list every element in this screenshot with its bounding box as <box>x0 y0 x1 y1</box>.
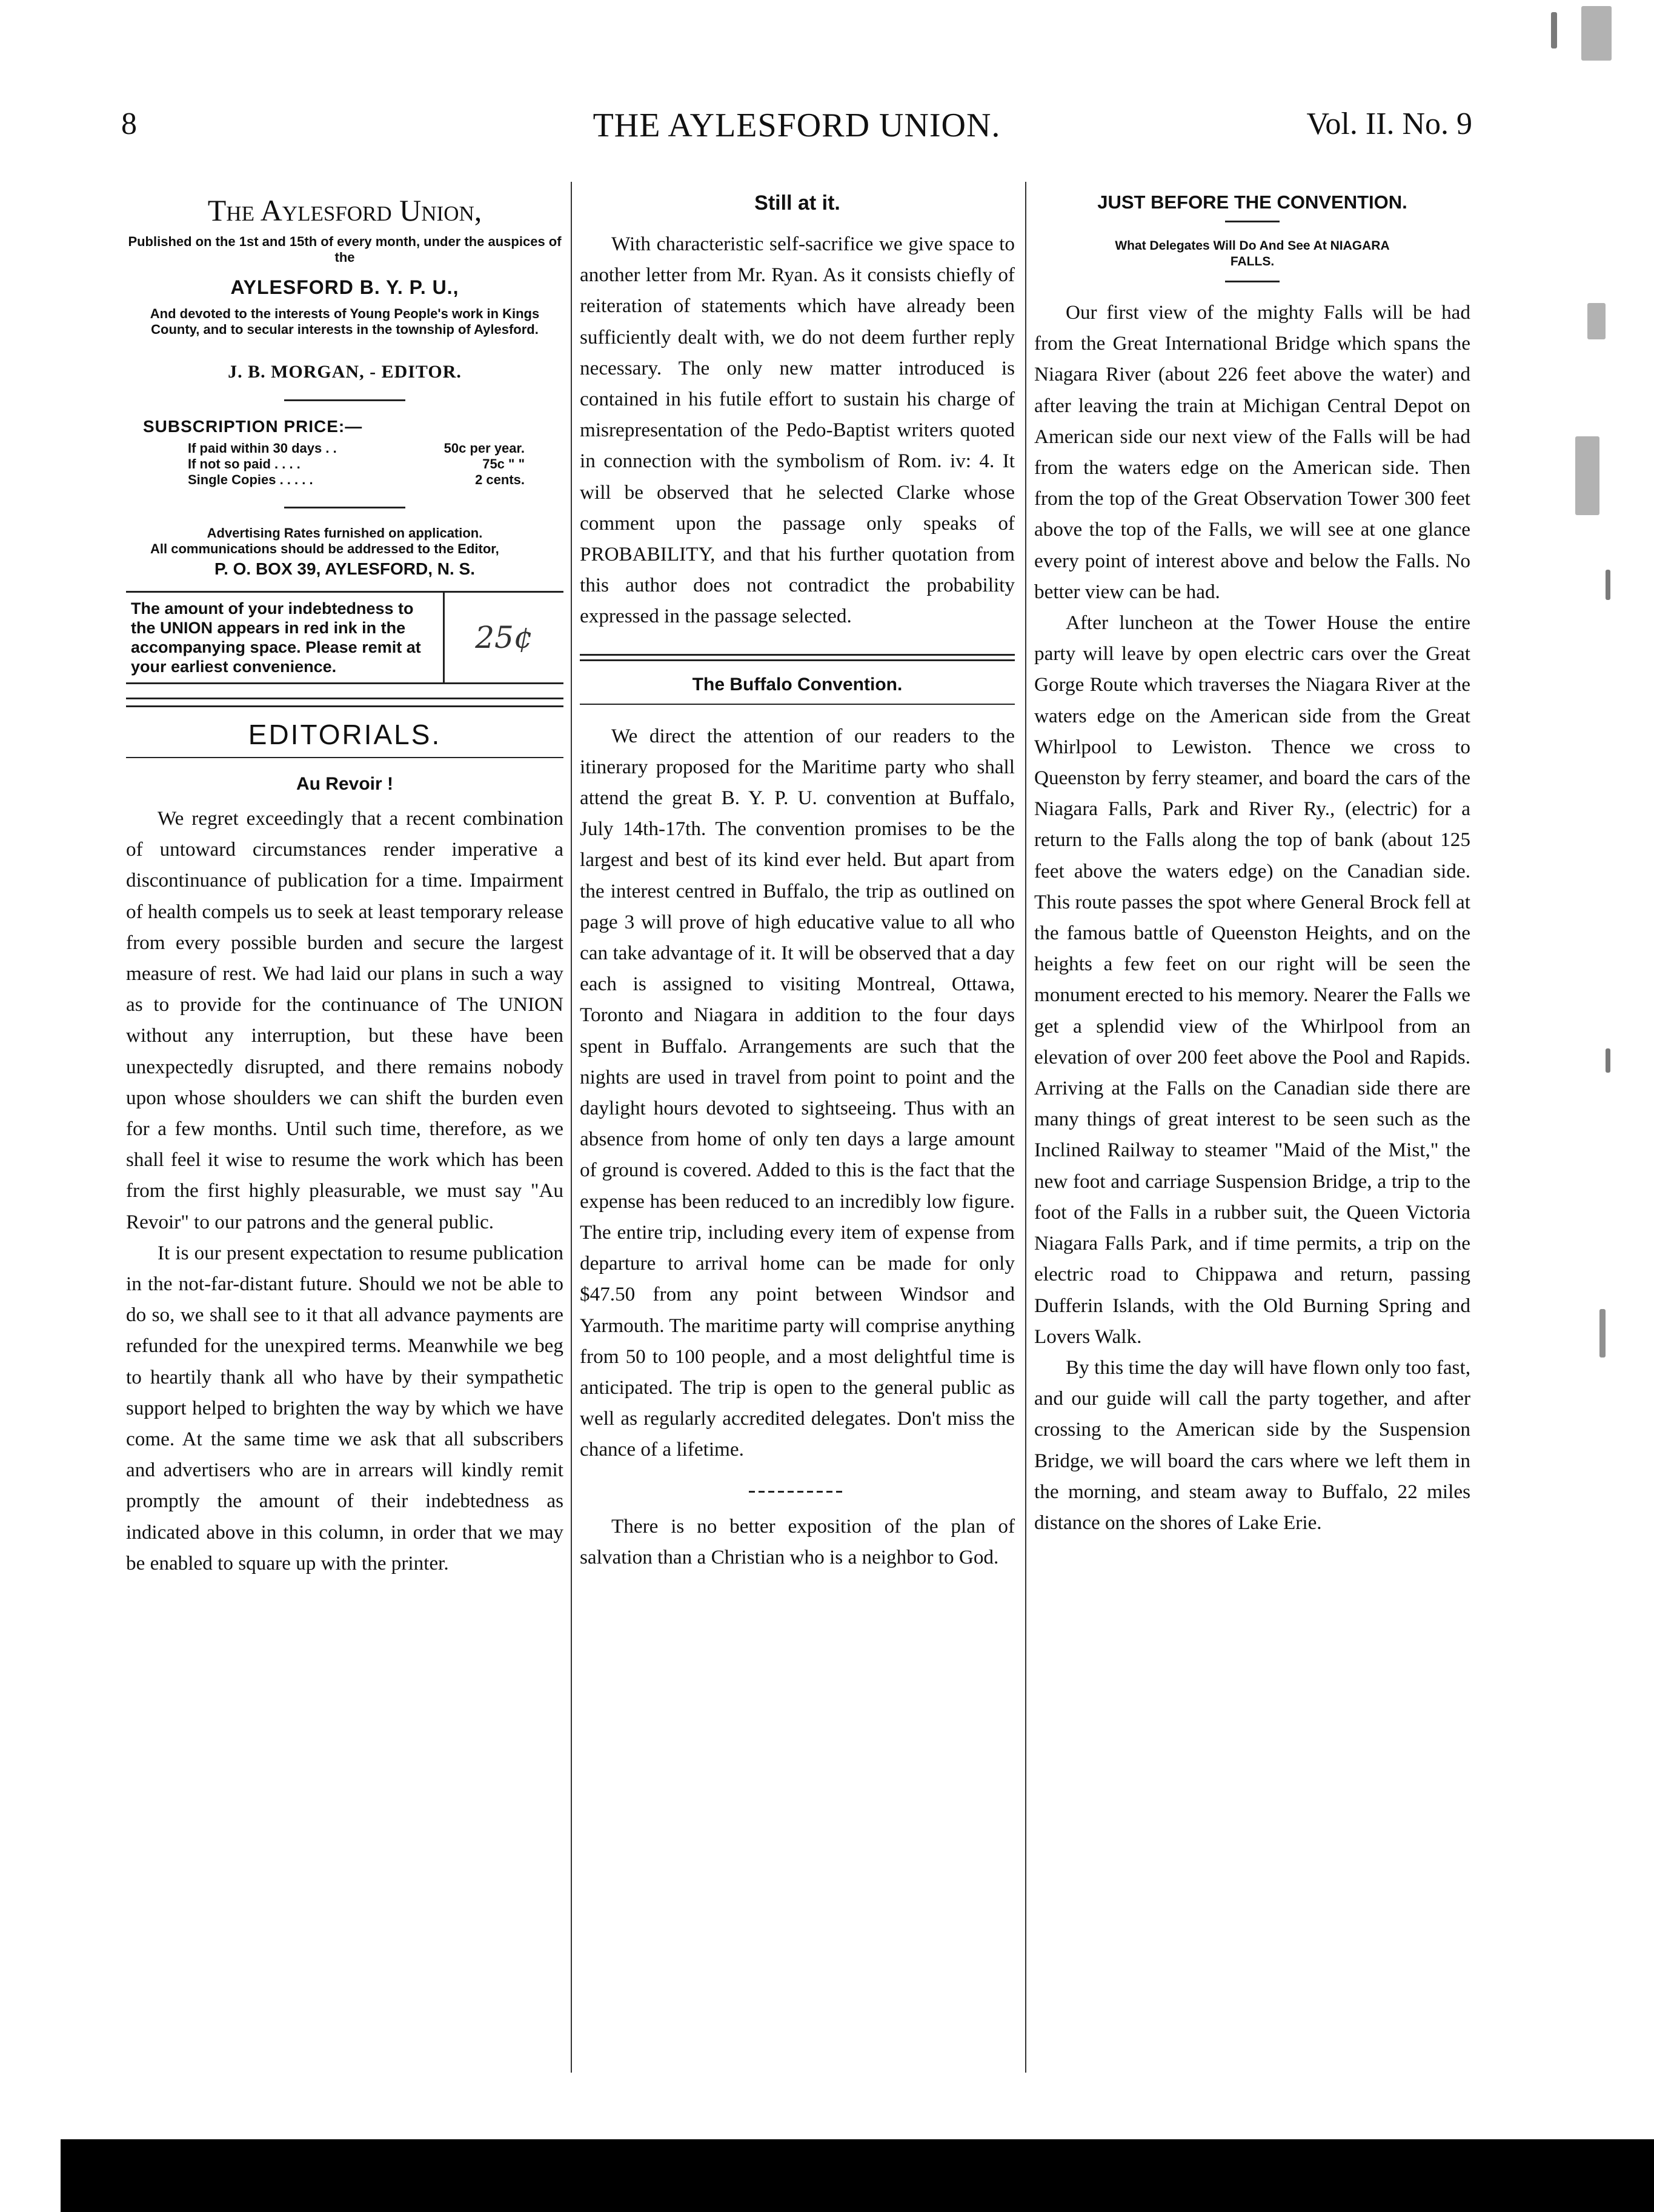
paragraph: We direct the attention of our readers to the itinerary proposed for the Maritime party who shall attend the great B. Y. P. U. convention at Buffalo, July 14th-17th. The convention promises to be the largest and best of its kind ever held. But apart from the interest centred in Buffalo, the trip as outlined on page 3 will prove of high educative value to all who can take advantage of it. It will be observed that a day each is assigned to visiting Montreal, Ottawa, Toronto and Niagara in addition to the four days spent in Buffalo. Arrangements are such that the nights are used in travel from point to point and the daylight hours devoted to sightseeing. Thus with an absence from home of only ten days a large amount of ground is covered. Added to this is the fact that the expense has been reduced to an incredibly low figure. The entire trip, including every item of expense from departure to arrival home can be made for only $47.50 from any point between Windsor and Yarmouth. The maritime party will comprise anything from 50 to 100 people, and a most delightful time is anticipated. The trip is open to the general public as well as regularly accredited delegates. Don't miss the chance of a lifetime. <box>580 724 1015 1461</box>
article-body <box>580 228 1015 632</box>
scan-speck <box>1587 303 1606 339</box>
scan-speck <box>1606 1048 1610 1073</box>
subscription-price: 75c " " <box>482 456 525 471</box>
page-number: 8 <box>121 107 137 141</box>
indebtedness-amount: 25¢ <box>475 620 533 655</box>
editor-line: J. B. MORGAN, - EDITOR. <box>228 362 462 382</box>
society-name: AYLESFORD B. Y. P. U., <box>230 276 459 298</box>
address-line: P. O. BOX 39, AYLESFORD, N. S. <box>214 559 475 578</box>
subscription-price: 2 cents. <box>475 472 525 487</box>
communications-line: All communications should be addressed to the Editor, <box>150 541 499 556</box>
published-line: Published on the 1st and 15th of every month, under the auspices of the <box>128 234 562 265</box>
subscription-row <box>188 473 525 487</box>
paragraph: We regret exceedingly that a recent combination of untoward circumstances render imperative a discontinuance of publication for a time. Impairment of health compels us to seek at least temporary release from every possible burden and secure the largest measure of rest. We had laid our plans in such a way as to provide for the continuance of The UNION without any interruption, but these have been unexpectedly disrupted, and there remains nobody upon whose shoulders we can shift the burden even for a few months. Until such time, therefore, as we shall feel it wise to resume the work which has been from the first highly pleasurable, we must say "Au Revoir" to our patrons and the general public. <box>126 807 563 1233</box>
divider <box>1225 221 1280 222</box>
subscription-label: If paid within 30 days . . <box>188 441 337 456</box>
scan-border <box>61 2139 1654 2212</box>
volume-number: Vol. II. No. 9 <box>1306 107 1472 141</box>
indebtedness-notice: The amount of your indebtedness to the UNION appears in red ink in the accompanying space. Please remit at your earliest convenience. <box>126 593 445 682</box>
section-rule <box>126 757 563 758</box>
subscription-label: Single Copies . . . . . <box>188 472 313 487</box>
paragraph: It is our present expectation to resume publication in the not-far-distant future. Should we not be able to do so, we shall see to it that all advance payments are refunded for the unexpired terms. Meanwhile we beg to heartily thank all who have by their sympathetic support helped to brighten the way by which we have come. At the same time we ask that all subscribers and advertisers who are in arrears will kindly remit promptly the amount of their indebtedness as indicated above in this column, in order that we may be enabled to square up with the printer. <box>126 1241 563 1574</box>
scan-speck <box>1551 12 1557 48</box>
editorials-heading: EDITORIALS. <box>248 719 442 750</box>
column-rule <box>571 182 572 2073</box>
divider <box>1225 281 1280 282</box>
subscription-label: If not so paid . . . . <box>188 456 301 471</box>
paragraph: After luncheon at the Tower House the entire party will leave by open electric cars over the Great Gorge Route which traverses the Niagara River at the waters edge on the American side from the Great Whirlpool to Lewiston. Thence we cross to Queenston by ferry steamer, and board the cars of the Niagara Falls, Park and River Ry., (electric) for a return to the Falls along the top of bank (about 125 feet above the waters edge) on the Canadian side. This route passes the spot where General Brock fell at the famous battle of Queenston Heights, and on the heights a few feet on our right will be seen the monument erected to his memory. Nearer the Falls we get a splendid view of the Whirlpool from an elevation of over 200 feet above the Pool and Rapids. Arriving at the Falls on the Canadian side there are many things of great interest to be seen such as the Inclined Railway to steamer "Maid of the Mist," the new foot and carriage Suspension Bridge, a trip to the foot of the Falls in a rubber suit, the Queen Victoria Niagara Falls Park, and if time permits, a trip on the electric road to Chippawa and return, passing Dufferin Islands, with the Old Burning Spring and Lovers Walk. <box>1034 611 1470 1348</box>
column-two <box>580 188 1015 1573</box>
scan-speck <box>1606 570 1610 600</box>
article-body <box>126 803 563 1579</box>
article-title: The Buffalo Convention. <box>692 674 903 695</box>
article-subtitle: What Delegates Will Do And See At NIAGARA FALLS. <box>1115 239 1390 268</box>
subscription-price: 50c per year. <box>443 441 525 456</box>
column-one <box>126 188 563 1579</box>
article-body <box>580 721 1015 1465</box>
subscription-table <box>187 440 526 488</box>
scan-speck <box>1575 436 1599 515</box>
paragraph: By this time the day will have flown only too fast, and our guide will call the party together, and after crossing to the American side by the Suspension Bridge, we will board the cars where we left them in the morning, and steam away to Buffalo, 22 miles distance on the shores of Lake Erie. <box>1034 1356 1470 1534</box>
paragraph: Our first view of the mighty Falls will be had from the Great International Bridge which spans the Niagara River (about 226 feet above the water) and after leaving the train at Michigan Central Depot on American side our next view of the Falls will be had from the waters edge on the American side. Then from the top of the Great Observation Tower 300 feet above the top of the Falls, we will see at one glance every point of interest above and below the Falls. No better view can be had. <box>1034 301 1470 603</box>
divider <box>749 1491 846 1493</box>
article-body <box>1034 297 1470 1538</box>
indebtedness-box <box>126 591 563 684</box>
article-title: Au Revoir ! <box>296 774 394 794</box>
paragraph: There is no better exposition of the plan of salvation than a Christian who is a neighbor to God. <box>580 1514 1015 1568</box>
paragraph: With characteristic self-sacrifice we give space to another letter from Mr. Ryan. As it consists chiefly of reiteration of statements which have already been sufficiently dealt with, we do not deem further reply necessary. The only new matter introduced is contained in his futile effort to sustain his charge of misrepresentation of the Pedo-Baptist writers quoted in connection with the symbolism of Rom. iv: 4. It will be observed that he selected Clarke whose comment upon the passage only speaks of PROBABILITY, and that his further quotation from this author does not contradict the probability expressed in the passage selected. <box>580 233 1015 628</box>
column-rule <box>1025 182 1026 2073</box>
column-three <box>1034 188 1470 1538</box>
divider <box>284 507 405 508</box>
subscription-row <box>188 457 525 471</box>
subscription-title: SUBSCRIPTION PRICE:— <box>143 417 363 436</box>
section-rule <box>580 654 1015 661</box>
devoted-line: And devoted to the interests of Young People's work in Kings County, and to secular interests in the township of Aylesford. <box>150 306 540 337</box>
scan-speck <box>1581 6 1612 61</box>
subscription-row <box>188 441 525 456</box>
article-title: Still at it. <box>754 192 840 215</box>
article-title: JUST BEFORE THE CONVENTION. <box>1097 192 1407 213</box>
divider <box>284 399 405 401</box>
masthead-name: The Aylesford Union, <box>207 193 482 227</box>
scan-speck <box>1599 1309 1606 1358</box>
advertising-line: Advertising Rates furnished on application. <box>207 525 483 541</box>
paper-title: THE AYLESFORD UNION. <box>593 107 1001 144</box>
section-rule <box>126 698 563 707</box>
running-head <box>121 106 1472 155</box>
section-rule <box>580 704 1015 705</box>
article-body <box>580 1511 1015 1573</box>
